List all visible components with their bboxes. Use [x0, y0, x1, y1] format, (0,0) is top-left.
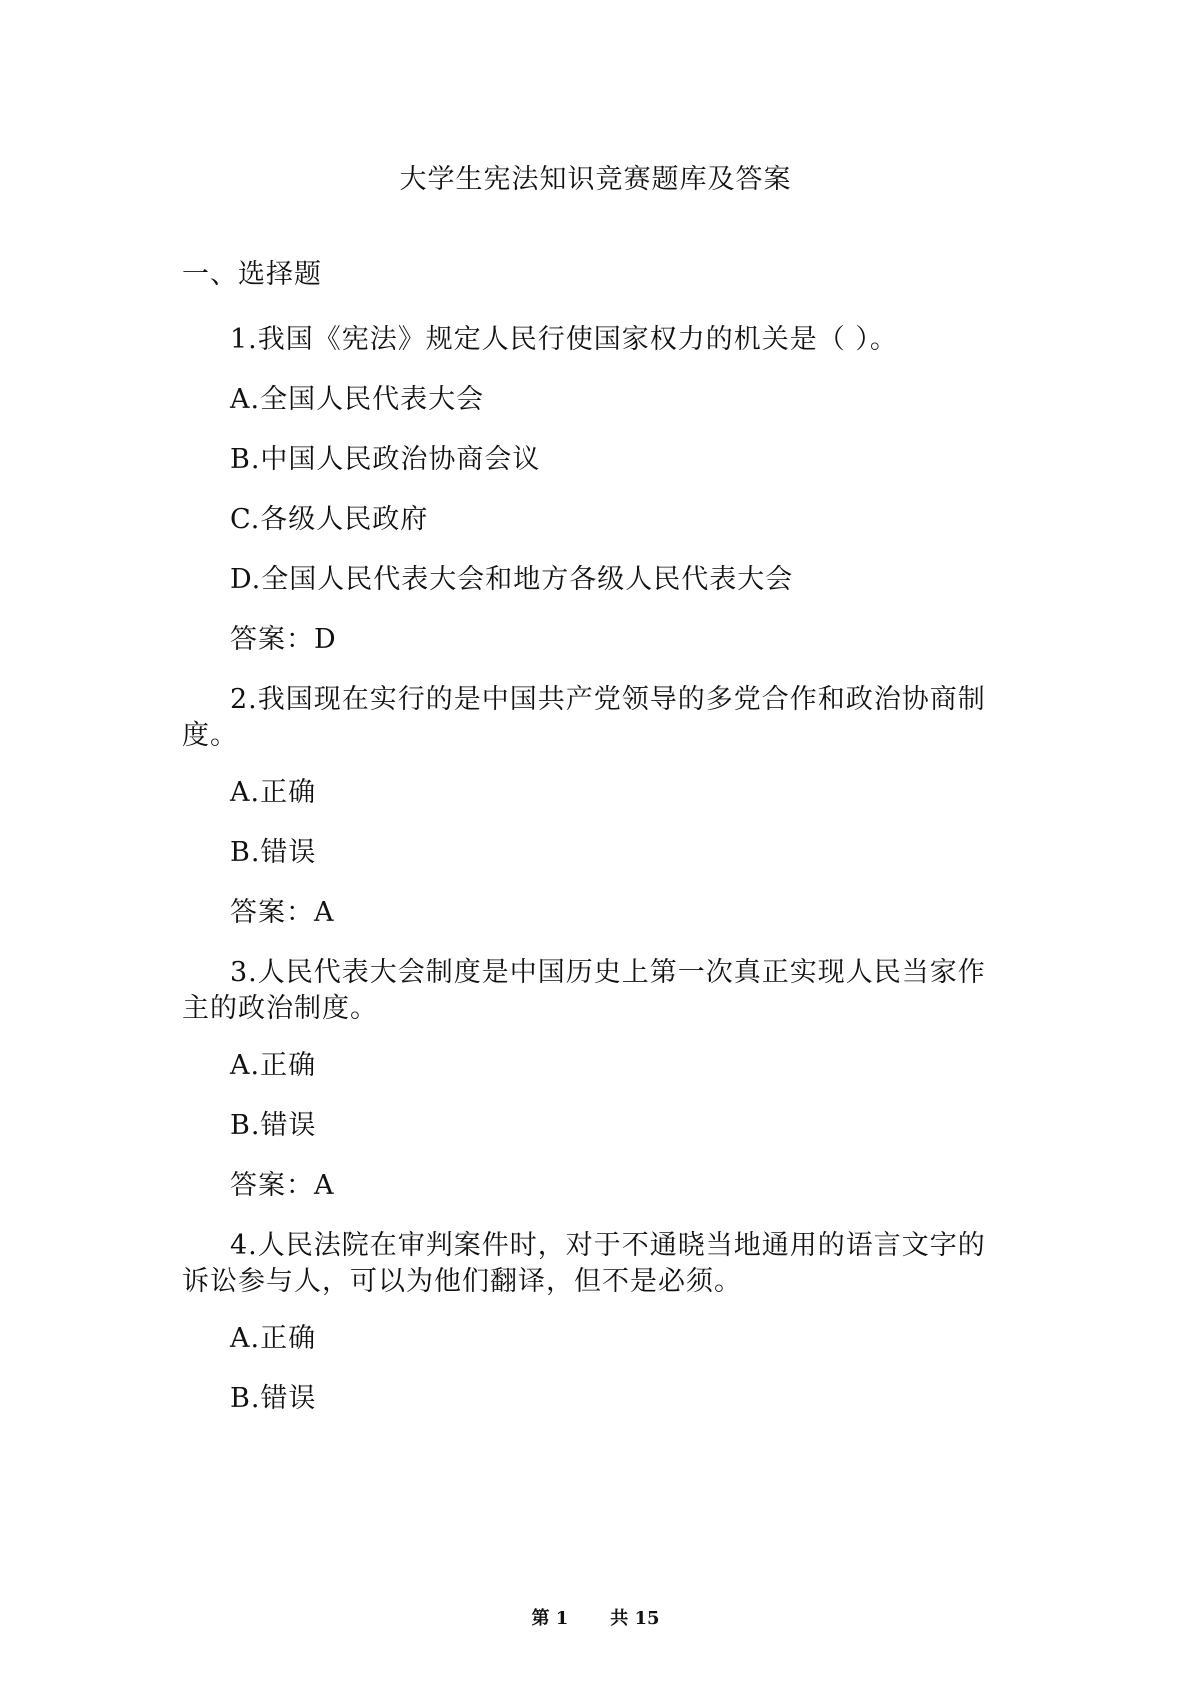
question-3-stem: 3.人民代表大会制度是中国历史上第一次真正实现人民当家作主的政治制度。	[182, 957, 986, 1024]
section-heading: 一、选择题	[182, 259, 322, 290]
page-total: 共 15	[610, 1608, 660, 1629]
question-3-answer: 答案：A	[230, 1170, 335, 1201]
question-3-option-a: A.正确	[230, 1050, 317, 1081]
page-number: 第 1	[531, 1608, 569, 1629]
question-3-option-b: B.错误	[230, 1110, 317, 1141]
question-4-stem: 4.人民法院在审判案件时，对于不通晓当地通用的语言文字的诉讼参与人，可以为他们翻译，但不是必须。	[182, 1230, 986, 1297]
question-2-option-b: B.错误	[230, 837, 317, 868]
question-2-stem: 2.我国现在实行的是中国共产党领导的多党合作和政治协商制度。	[182, 684, 986, 751]
question-2-answer: 答案：A	[230, 897, 335, 928]
question-4-option-b: B.错误	[230, 1383, 317, 1414]
question-4-option-a: A.正确	[230, 1323, 317, 1354]
question-2-option-a: A.正确	[230, 777, 317, 808]
question-1-stem: 1.我国《宪法》规定人民行使国家权力的机关是（ ）。	[230, 324, 898, 355]
question-1-answer: 答案：D	[230, 624, 337, 655]
question-1-option-d: D.全国人民代表大会和地方各级人民代表大会	[230, 564, 794, 595]
document-title: 大学生宪法知识竞赛题库及答案	[399, 164, 792, 195]
question-1-option-c: C.各级人民政府	[230, 504, 429, 535]
question-1-option-a: A.全国人民代表大会	[230, 384, 485, 415]
page-footer	[0, 1607, 1191, 1631]
question-1-option-b: B.中国人民政治协商会议	[230, 444, 541, 475]
